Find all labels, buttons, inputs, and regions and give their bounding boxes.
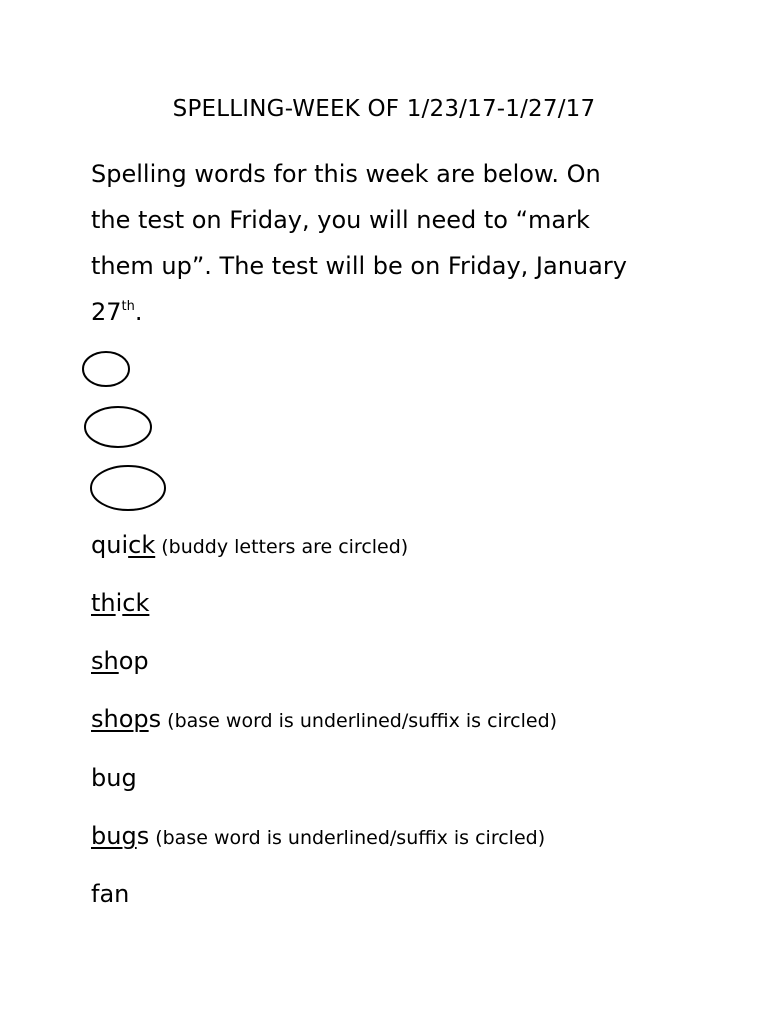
word-fan-text: fan	[91, 880, 130, 908]
oval-large	[91, 466, 165, 510]
intro-line-1: Spelling words for this week are below. On	[91, 160, 601, 188]
word-shop	[91, 646, 149, 676]
word-fan	[91, 879, 129, 909]
word-bugs-rest: s	[136, 822, 150, 850]
word-shop-underlined: sh	[91, 647, 119, 675]
intro-date-number: 27	[91, 298, 122, 326]
word-thick	[91, 588, 149, 618]
page-title: SPELLING-WEEK OF 1/23/17-1/27/17	[172, 96, 596, 122]
intro-date-ordinal: th	[121, 299, 135, 314]
word-quick-underlined: ck	[128, 531, 156, 559]
word-bug	[91, 763, 137, 793]
word-bugs-note: (base word is underlined/suffix is circled)	[155, 827, 546, 849]
word-shops-note: (base word is underlined/suffix is circled)	[167, 710, 558, 732]
word-shop-rest: op	[118, 647, 149, 675]
word-shops-underlined: shop	[91, 705, 149, 733]
word-shops	[91, 704, 557, 736]
oval-small	[83, 352, 129, 386]
word-bugs-underlined: bug	[91, 822, 137, 850]
word-bug-text: bug	[91, 764, 137, 792]
word-quick-plain: qui	[91, 531, 129, 559]
intro-line-2: the test on Friday, you will need to “mark	[91, 206, 590, 234]
word-thick-middle: i	[115, 589, 123, 617]
word-bugs	[91, 821, 545, 853]
word-quick	[91, 530, 408, 562]
intro-date-period: .	[134, 298, 143, 326]
word-quick-note: (buddy letters are circled)	[161, 536, 409, 558]
intro-paragraph	[91, 151, 691, 340]
word-thick-underlined-b: ck	[122, 589, 150, 617]
oval-medium	[85, 407, 151, 447]
intro-line-4	[91, 289, 691, 340]
intro-line-3: them up”. The test will be on Friday, January	[91, 252, 627, 280]
word-thick-underlined-a: th	[91, 589, 116, 617]
word-shops-rest: s	[148, 705, 162, 733]
